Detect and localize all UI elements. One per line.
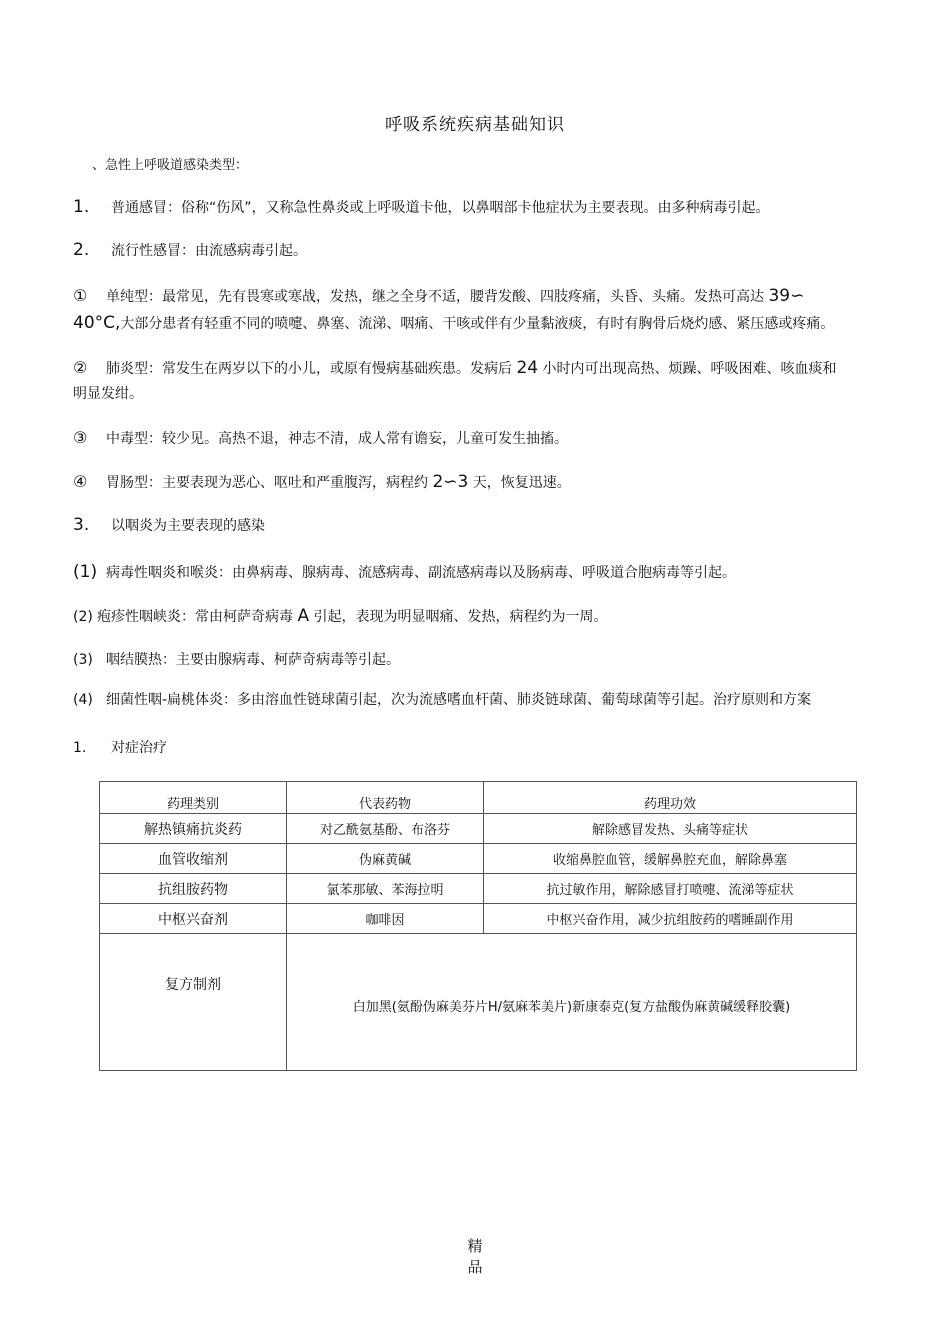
footer-char: 品 bbox=[467, 1258, 483, 1276]
item-text: 胃肠型：主要表现为恶心、呕吐和严重腹泻，病程约 bbox=[106, 475, 433, 491]
item-value: 40°C, bbox=[73, 313, 121, 333]
table-header-cell: 代表药物 bbox=[287, 782, 484, 814]
table-row bbox=[100, 814, 857, 844]
table-cell: 咖啡因 bbox=[287, 904, 484, 934]
page-footer bbox=[0, 1236, 950, 1278]
item-text: 小时内可出现高热、烦躁、呼吸困难、咳血痰和 bbox=[538, 361, 837, 377]
drug-table bbox=[99, 781, 857, 1071]
item-text: 普通感冒：俗称“伤风”，又称急性鼻炎或上呼吸道卡他，以鼻咽部卡他症状为主要表现。由多种病毒引起。 bbox=[111, 200, 770, 216]
item-number: 1. bbox=[73, 740, 87, 756]
item-value: 24 bbox=[516, 358, 539, 378]
item-number: (4) bbox=[73, 692, 93, 708]
item-text: 以咽炎为主要表现的感染 bbox=[111, 518, 265, 534]
item-value: 2∽3 bbox=[432, 472, 469, 492]
item-number: 2. bbox=[73, 240, 90, 260]
document-title: 呼吸系统疾病基础知识 bbox=[385, 115, 565, 135]
table-row bbox=[100, 844, 857, 874]
table-header-cell: 药理类别 bbox=[100, 782, 287, 814]
item-number: 3. bbox=[73, 515, 90, 535]
item-text: 天，恢复迅速。 bbox=[468, 475, 571, 491]
item-text: 咽结膜热：主要由腺病毒、柯萨奇病毒等引起。 bbox=[106, 652, 400, 668]
list-item bbox=[73, 236, 883, 266]
item-value: 39∽ bbox=[768, 286, 805, 306]
item-text: 大部分患者有轻重不同的喷嚏、鼻塞、流涕、咽痛、干咳或伴有少量黏液痰，有时有胸骨后烧灼感、紧压感或疼痛。 bbox=[120, 316, 835, 332]
table-cell: 伪麻黄碱 bbox=[287, 844, 484, 874]
list-item bbox=[73, 281, 883, 312]
list-item bbox=[73, 686, 883, 715]
item-number: (2) bbox=[73, 609, 93, 625]
table-cell: 对乙酰氨基酚、布洛芬 bbox=[287, 814, 484, 844]
table-row bbox=[100, 904, 857, 934]
item-number: ② bbox=[73, 358, 88, 377]
list-item bbox=[73, 558, 883, 588]
item-text: 流行性感冒：由流感病毒引起。 bbox=[111, 243, 307, 259]
table-cell: 收缩鼻腔血管，缓解鼻腔充血，解除鼻塞 bbox=[484, 844, 857, 874]
table-row bbox=[100, 874, 857, 904]
table-header-row bbox=[100, 782, 857, 814]
list-item bbox=[73, 646, 883, 675]
item-text: 肺炎型：常发生在两岁以下的小儿，或原有慢病基础疾患。发病后 bbox=[106, 361, 517, 377]
table-row bbox=[100, 934, 857, 1071]
item-number: ① bbox=[73, 286, 88, 305]
item-text: 引起，表现为明显咽痛、发热，病程约为一周。 bbox=[309, 609, 608, 625]
item-number: (1) bbox=[73, 562, 98, 582]
item-number: ③ bbox=[73, 428, 88, 447]
table-cell: 中枢兴奋作用，减少抗组胺药的嗜睡副作用 bbox=[484, 904, 857, 934]
table-cell: 解除感冒发热、头痛等症状 bbox=[484, 814, 857, 844]
table-cell: 复方制剂 bbox=[100, 934, 287, 1071]
item-text: 对症治疗 bbox=[111, 740, 167, 756]
table-cell: 抗组胺药物 bbox=[100, 874, 287, 904]
item-text: 中毒型：较少见。高热不退，神志不清，成人常有谵妄，儿童可发生抽搐。 bbox=[106, 431, 568, 447]
item-text: 病毒性咽炎和喉炎：由鼻病毒、腺病毒、流感病毒、副流感病毒以及肠病毒、呼吸道合胞病毒等引起。 bbox=[106, 565, 736, 581]
footer-char: 精 bbox=[467, 1237, 483, 1255]
item-number: 1. bbox=[73, 197, 90, 217]
table-header-cell: 药理功效 bbox=[484, 782, 857, 814]
item-text: 疱疹性咽峡炎：常由柯萨奇病毒 bbox=[97, 609, 298, 625]
item-text: 单纯型：最常见，先有畏寒或寒战，发热，继之全身不适，腰背发酸、四肢疼痛，头昏、头痛。发热可高达 bbox=[106, 289, 769, 305]
list-item bbox=[73, 467, 883, 498]
list-item bbox=[73, 511, 883, 541]
item-text: 细菌性咽-扁桃体炎：多由溶血性链球菌引起，次为流感嗜血杆菌、肺炎链球菌、葡萄球菌等引起。治疗原则和方案 bbox=[106, 692, 812, 708]
list-item bbox=[73, 602, 883, 632]
item-number: ④ bbox=[73, 472, 88, 491]
table-cell: 中枢兴奋剂 bbox=[100, 904, 287, 934]
table-cell: 血管收缩剂 bbox=[100, 844, 287, 874]
table-cell: 解热镇痛抗炎药 bbox=[100, 814, 287, 844]
list-item bbox=[73, 193, 883, 223]
item-value: A bbox=[297, 606, 310, 626]
list-item-continued: 明显发绀。 bbox=[73, 386, 143, 402]
list-item bbox=[73, 423, 883, 454]
table-cell: 白加黑(氨酚伪麻美芬片H/氨麻苯美片)新康泰克(复方盐酸伪麻黄碱缓释胶囊) bbox=[287, 934, 857, 1071]
list-item bbox=[73, 734, 883, 763]
section-intro: 、急性上呼吸道感染类型： bbox=[92, 158, 249, 173]
table-cell: 抗过敏作用，解除感冒打喷嚏、流涕等症状 bbox=[484, 874, 857, 904]
table-cell: 氯苯那敏、苯海拉明 bbox=[287, 874, 484, 904]
list-item-continued bbox=[73, 309, 883, 339]
item-number: (3) bbox=[73, 652, 93, 668]
